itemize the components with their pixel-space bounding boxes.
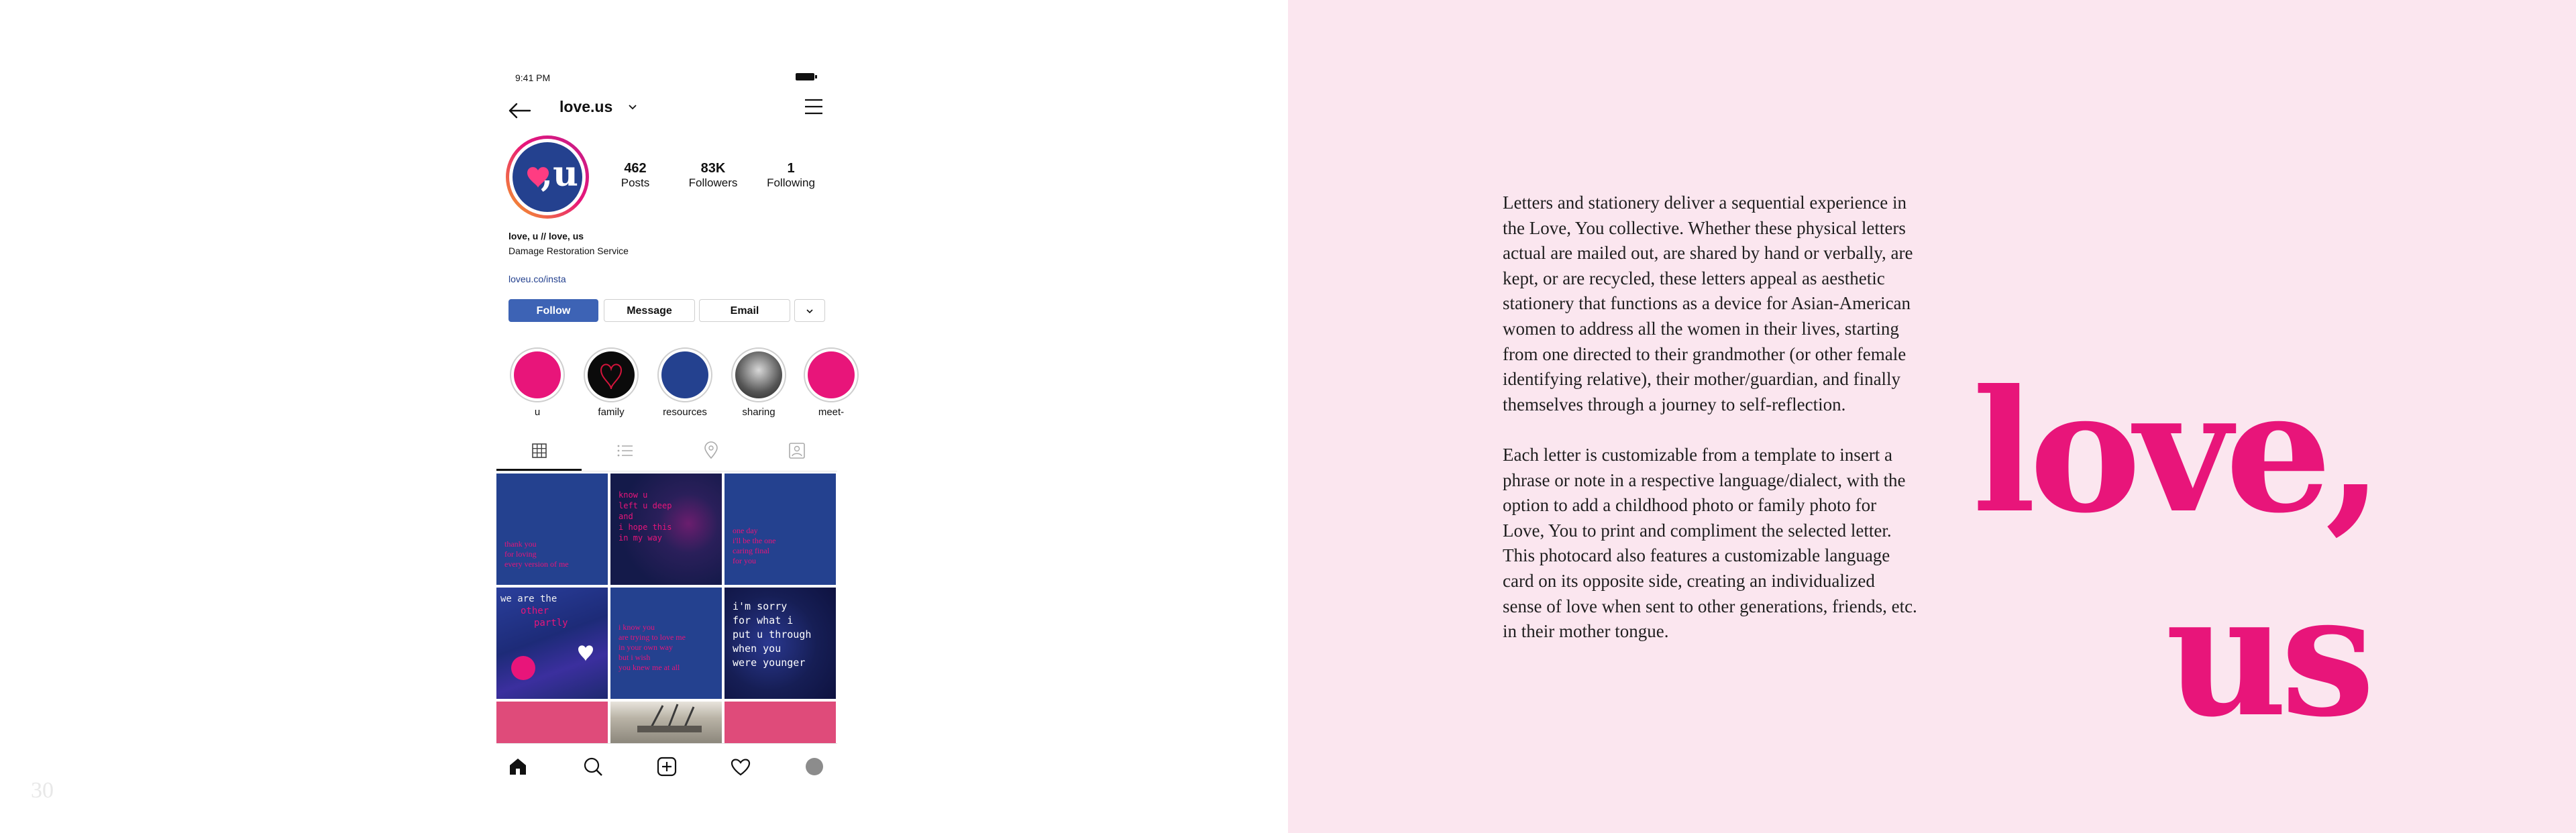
post-thumbnail[interactable] [610, 474, 722, 585]
stat-following-label: Following [767, 176, 815, 189]
active-tab-indicator [496, 469, 582, 471]
post-thumbnail[interactable] [724, 588, 836, 699]
heart-icon[interactable] [730, 756, 751, 777]
post-text-line: other [521, 606, 549, 616]
profile-username[interactable]: love.us [559, 98, 613, 115]
bottom-navigation [496, 743, 837, 787]
highlight-label: u [534, 406, 541, 418]
stat-posts-value: 462 [624, 161, 647, 176]
tagged-icon[interactable] [788, 441, 806, 460]
avatar-logo [513, 142, 582, 212]
chevron-down-icon[interactable] [627, 101, 639, 113]
post-text-line: but i wish [619, 653, 651, 662]
stat-following[interactable] [754, 161, 828, 190]
stat-posts-label: Posts [621, 176, 650, 189]
post-thumbnail[interactable] [724, 474, 836, 585]
heart-sketch-icon [588, 351, 635, 398]
stat-followers-value: 83K [700, 161, 726, 176]
post-thumbnail[interactable] [496, 474, 608, 585]
post-text-line: for loving [504, 549, 537, 559]
back-arrow-icon[interactable] [507, 101, 531, 121]
post-thumbnail[interactable] [496, 702, 608, 743]
highlight-meet[interactable] [801, 347, 861, 418]
highlight-sharing[interactable] [729, 347, 789, 418]
home-icon[interactable] [507, 756, 529, 777]
follow-button[interactable]: Follow [508, 299, 598, 322]
post-text-line: left u deep [619, 501, 672, 510]
highlight-family[interactable] [581, 347, 641, 418]
phone-mockup [496, 67, 845, 786]
search-icon[interactable] [582, 756, 604, 777]
highlight-u[interactable] [507, 347, 568, 418]
avatar[interactable] [506, 135, 589, 219]
profile-icon[interactable] [804, 756, 825, 777]
display-title-line-2: us [2165, 557, 2369, 754]
post-text-line: i know you [619, 622, 655, 632]
status-time: 9:41 PM [515, 72, 551, 83]
location-icon[interactable] [702, 441, 720, 460]
post-text-line: every version of me [504, 559, 569, 569]
heart-icon [496, 588, 608, 699]
article-paragraph: Each letter is customizable from a template to insert a phrase or note in a respective language/dialect, with the option to add a childhood photo or family photo for Love, You to print and compliment the selected letter. This photocard also features a customizable language card on its opposite side, creating an individualized sense of love when sent to other generations, friends, etc. in their mother tongue. [1503, 444, 1917, 642]
stat-followers-label: Followers [688, 176, 738, 189]
post-text-line: we are the [500, 594, 557, 604]
post-text-line: i'm sorry [733, 600, 788, 612]
more-options-button[interactable] [794, 299, 825, 322]
stat-followers[interactable] [676, 161, 750, 190]
add-post-icon[interactable] [656, 756, 678, 777]
bio-description: Damage Restoration Service [508, 245, 629, 256]
battery-icon [796, 73, 814, 80]
stat-following-value: 1 [787, 161, 795, 176]
profile-tabs [496, 433, 837, 471]
bio-name: love, u // love, us [508, 231, 584, 241]
highlight-resources[interactable] [655, 347, 715, 418]
display-title-line-1: love, [1972, 353, 2377, 550]
post-text-line: i'll be the one [733, 536, 776, 545]
page-number: 30 [31, 778, 54, 803]
chevron-down-icon [804, 306, 815, 317]
post-text-line: when you [733, 643, 782, 655]
post-thumbnail[interactable] [496, 588, 608, 699]
post-text-line: in your own way [619, 643, 673, 652]
post-text-line: caring final [733, 546, 769, 555]
stat-posts [598, 161, 672, 190]
post-thumbnail[interactable] [610, 702, 722, 743]
photo-placeholder-icon [610, 702, 722, 743]
post-text-line: i hope this [619, 522, 672, 532]
article-body [1503, 190, 1919, 645]
post-text-line: put u through [733, 628, 812, 641]
highlight-label: resources [663, 406, 707, 418]
right-page [1288, 0, 2576, 833]
list-icon[interactable] [616, 441, 635, 460]
post-text-line: partly [534, 618, 568, 628]
post-text-line: you knew me at all [619, 663, 680, 672]
post-text-line: in my way [619, 533, 663, 543]
grid-icon[interactable] [530, 441, 549, 460]
highlight-label: meet- [818, 406, 845, 418]
post-text-line: for what i [733, 614, 794, 626]
avatar-text: ,u [541, 154, 578, 195]
post-text-line: and [619, 512, 633, 521]
post-text-line: one day [733, 526, 758, 535]
post-text-line: know u [619, 490, 648, 500]
post-text-line: were younger [733, 657, 806, 669]
post-text-line: are trying to love me [619, 632, 686, 642]
article-paragraph: Letters and stationery deliver a sequential experience in the Love, You collective. Whether these physical letters actual are mailed out, are shared by hand or verbally, are kept, or are recycled, these letters appeal as aesthetic stationery that functions as a device for Asian-American women to address all the women in their lives, starting from one directed to their grandmother (or other female identifying relative), their mother/guardian, and finally themselves through a journey to self-reflection. [1503, 192, 1913, 414]
post-thumbnail[interactable] [724, 702, 836, 743]
post-text-line: for you [733, 556, 756, 565]
post-text-line: thank you [504, 539, 537, 549]
highlight-label: sharing [742, 406, 775, 418]
email-button[interactable]: Email [699, 299, 790, 322]
bio-link[interactable]: loveu.co/insta [508, 274, 566, 284]
post-thumbnail[interactable] [610, 588, 722, 699]
highlight-label: family [598, 406, 625, 418]
menu-icon[interactable] [804, 98, 824, 115]
message-button[interactable]: Message [604, 299, 695, 322]
